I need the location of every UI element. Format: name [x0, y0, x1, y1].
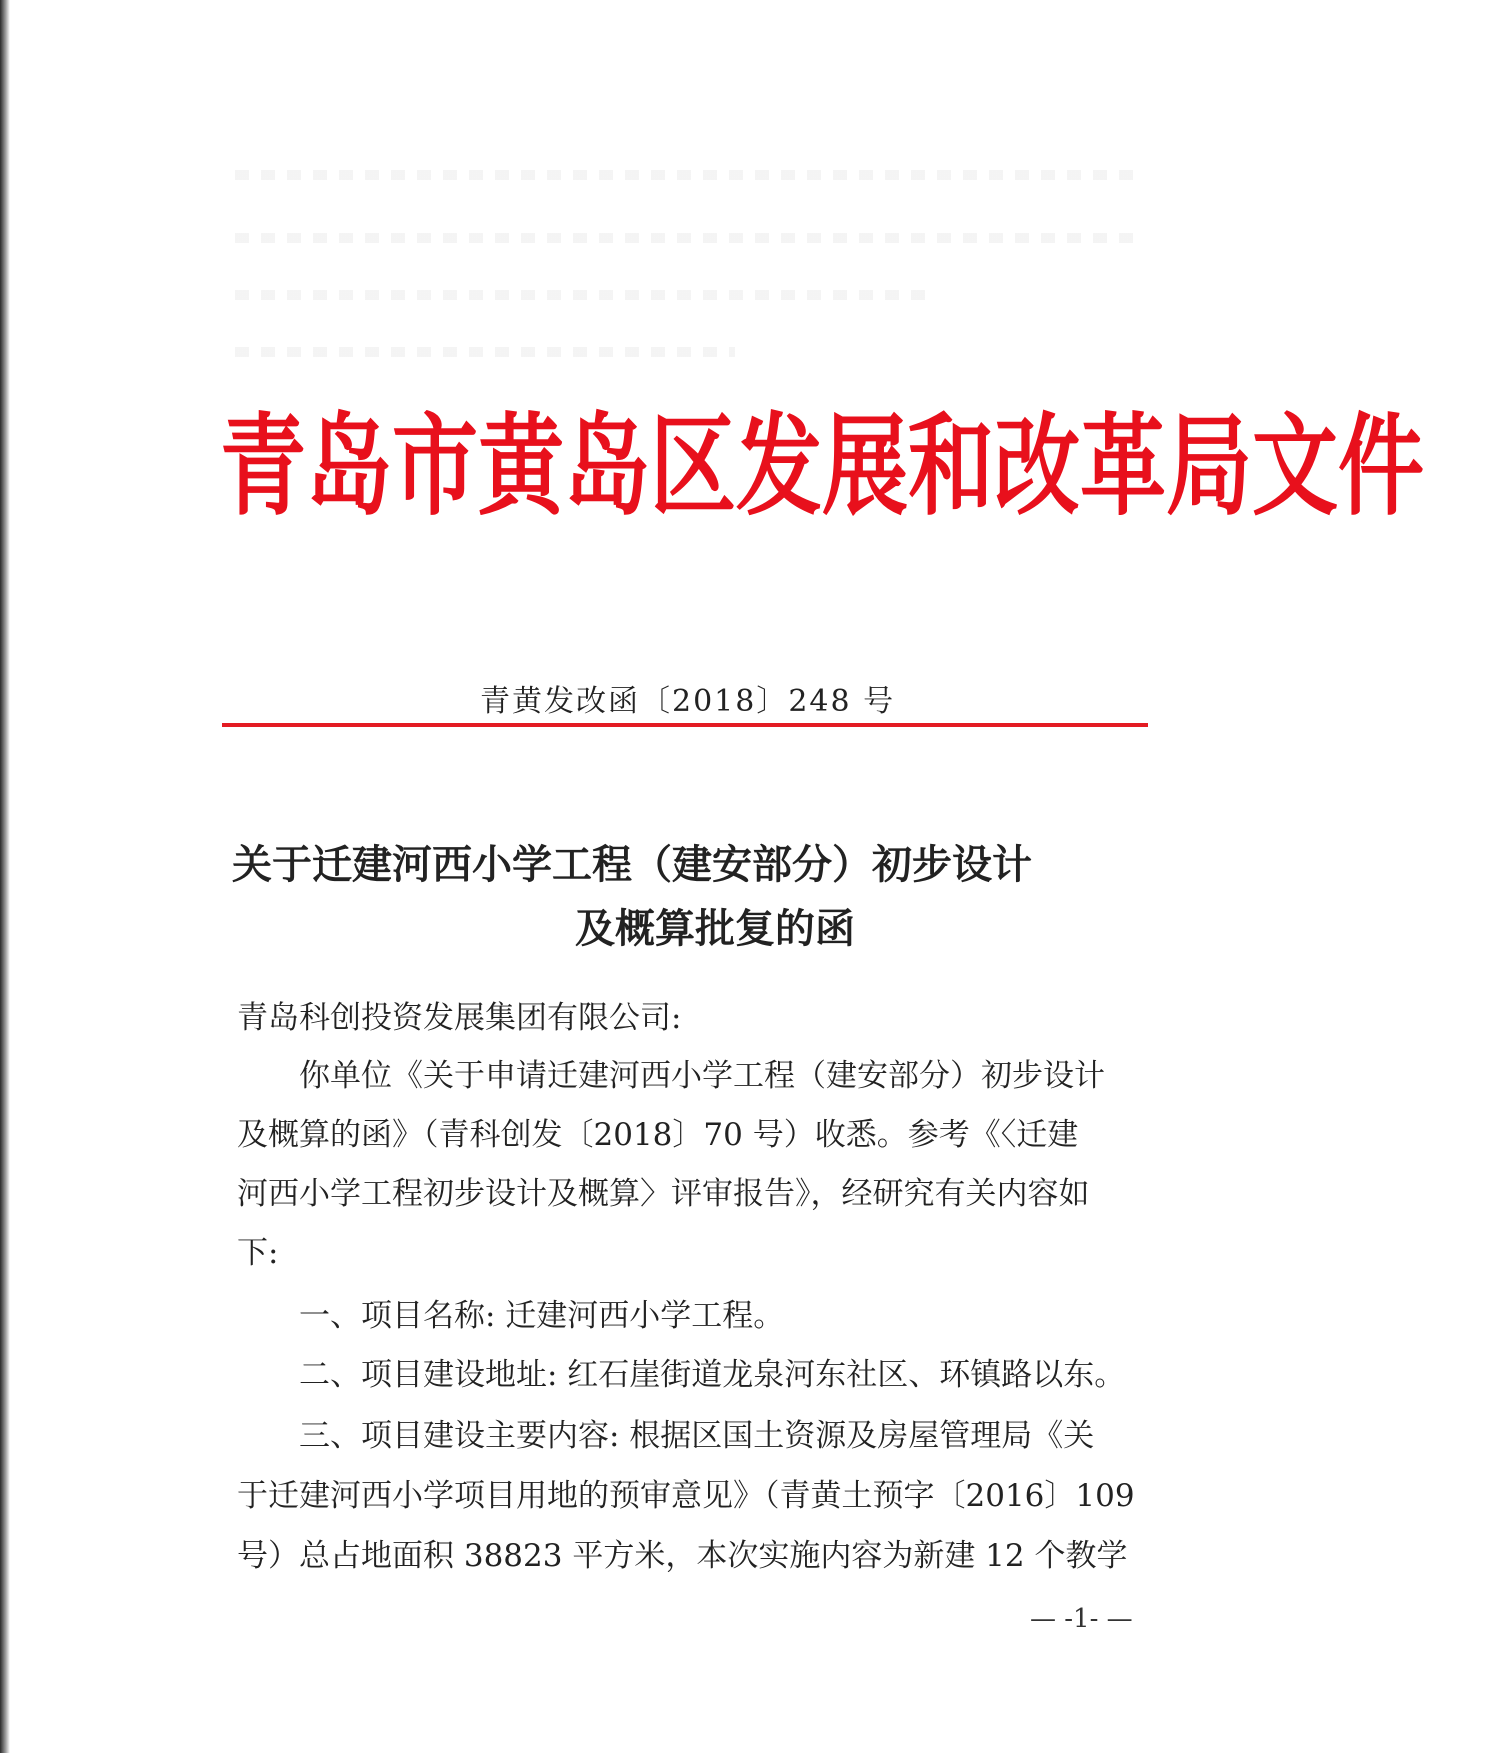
addressee: 青岛科创投资发展集团有限公司: — [237, 1000, 682, 1036]
body-line: 二、项目建设地址: 红石崖街道龙泉河东社区、环镇路以东。 — [237, 1357, 1126, 1393]
bleed-through-line — [235, 170, 1135, 180]
bleed-through-line — [235, 347, 735, 357]
scan-edge-shadow — [0, 0, 10, 1753]
page-number: — -1- — — [1030, 1604, 1133, 1634]
body-line: 河西小学工程初步设计及概算〉评审报告》，经研究有关内容如 — [237, 1176, 1090, 1212]
body-line: 三、项目建设主要内容: 根据区国土资源及房屋管理局《关 — [237, 1418, 1095, 1454]
red-separator-rule — [222, 723, 1148, 727]
bleed-through-line — [235, 233, 1135, 243]
issuing-authority-letterhead: 青岛市黄岛区发展和改革局文件 — [220, 403, 1424, 532]
body-line: 及概算的函》（青科创发〔2018〕70 号）收悉。参考《〈迁建 — [237, 1117, 1079, 1153]
body-line: 下: — [237, 1235, 279, 1271]
body-line: 号）总占地面积 38823 平方米，本次实施内容为新建 12 个教学 — [237, 1538, 1128, 1574]
document-title-line-1: 关于迁建河西小学工程（建安部分）初步设计 — [232, 842, 1032, 888]
document-number: 青黄发改函〔2018〕248 号 — [480, 684, 896, 719]
bleed-through-line — [235, 290, 935, 300]
body-line: 于迁建河西小学项目用地的预审意见》（青黄土预字〔2016〕109 — [237, 1478, 1135, 1514]
document-title-line-2: 及概算批复的函 — [575, 906, 855, 952]
body-line: 你单位《关于申请迁建河西小学工程（建安部分）初步设计 — [237, 1058, 1105, 1094]
body-line: 一、项目名称: 迁建河西小学工程。 — [237, 1298, 785, 1334]
